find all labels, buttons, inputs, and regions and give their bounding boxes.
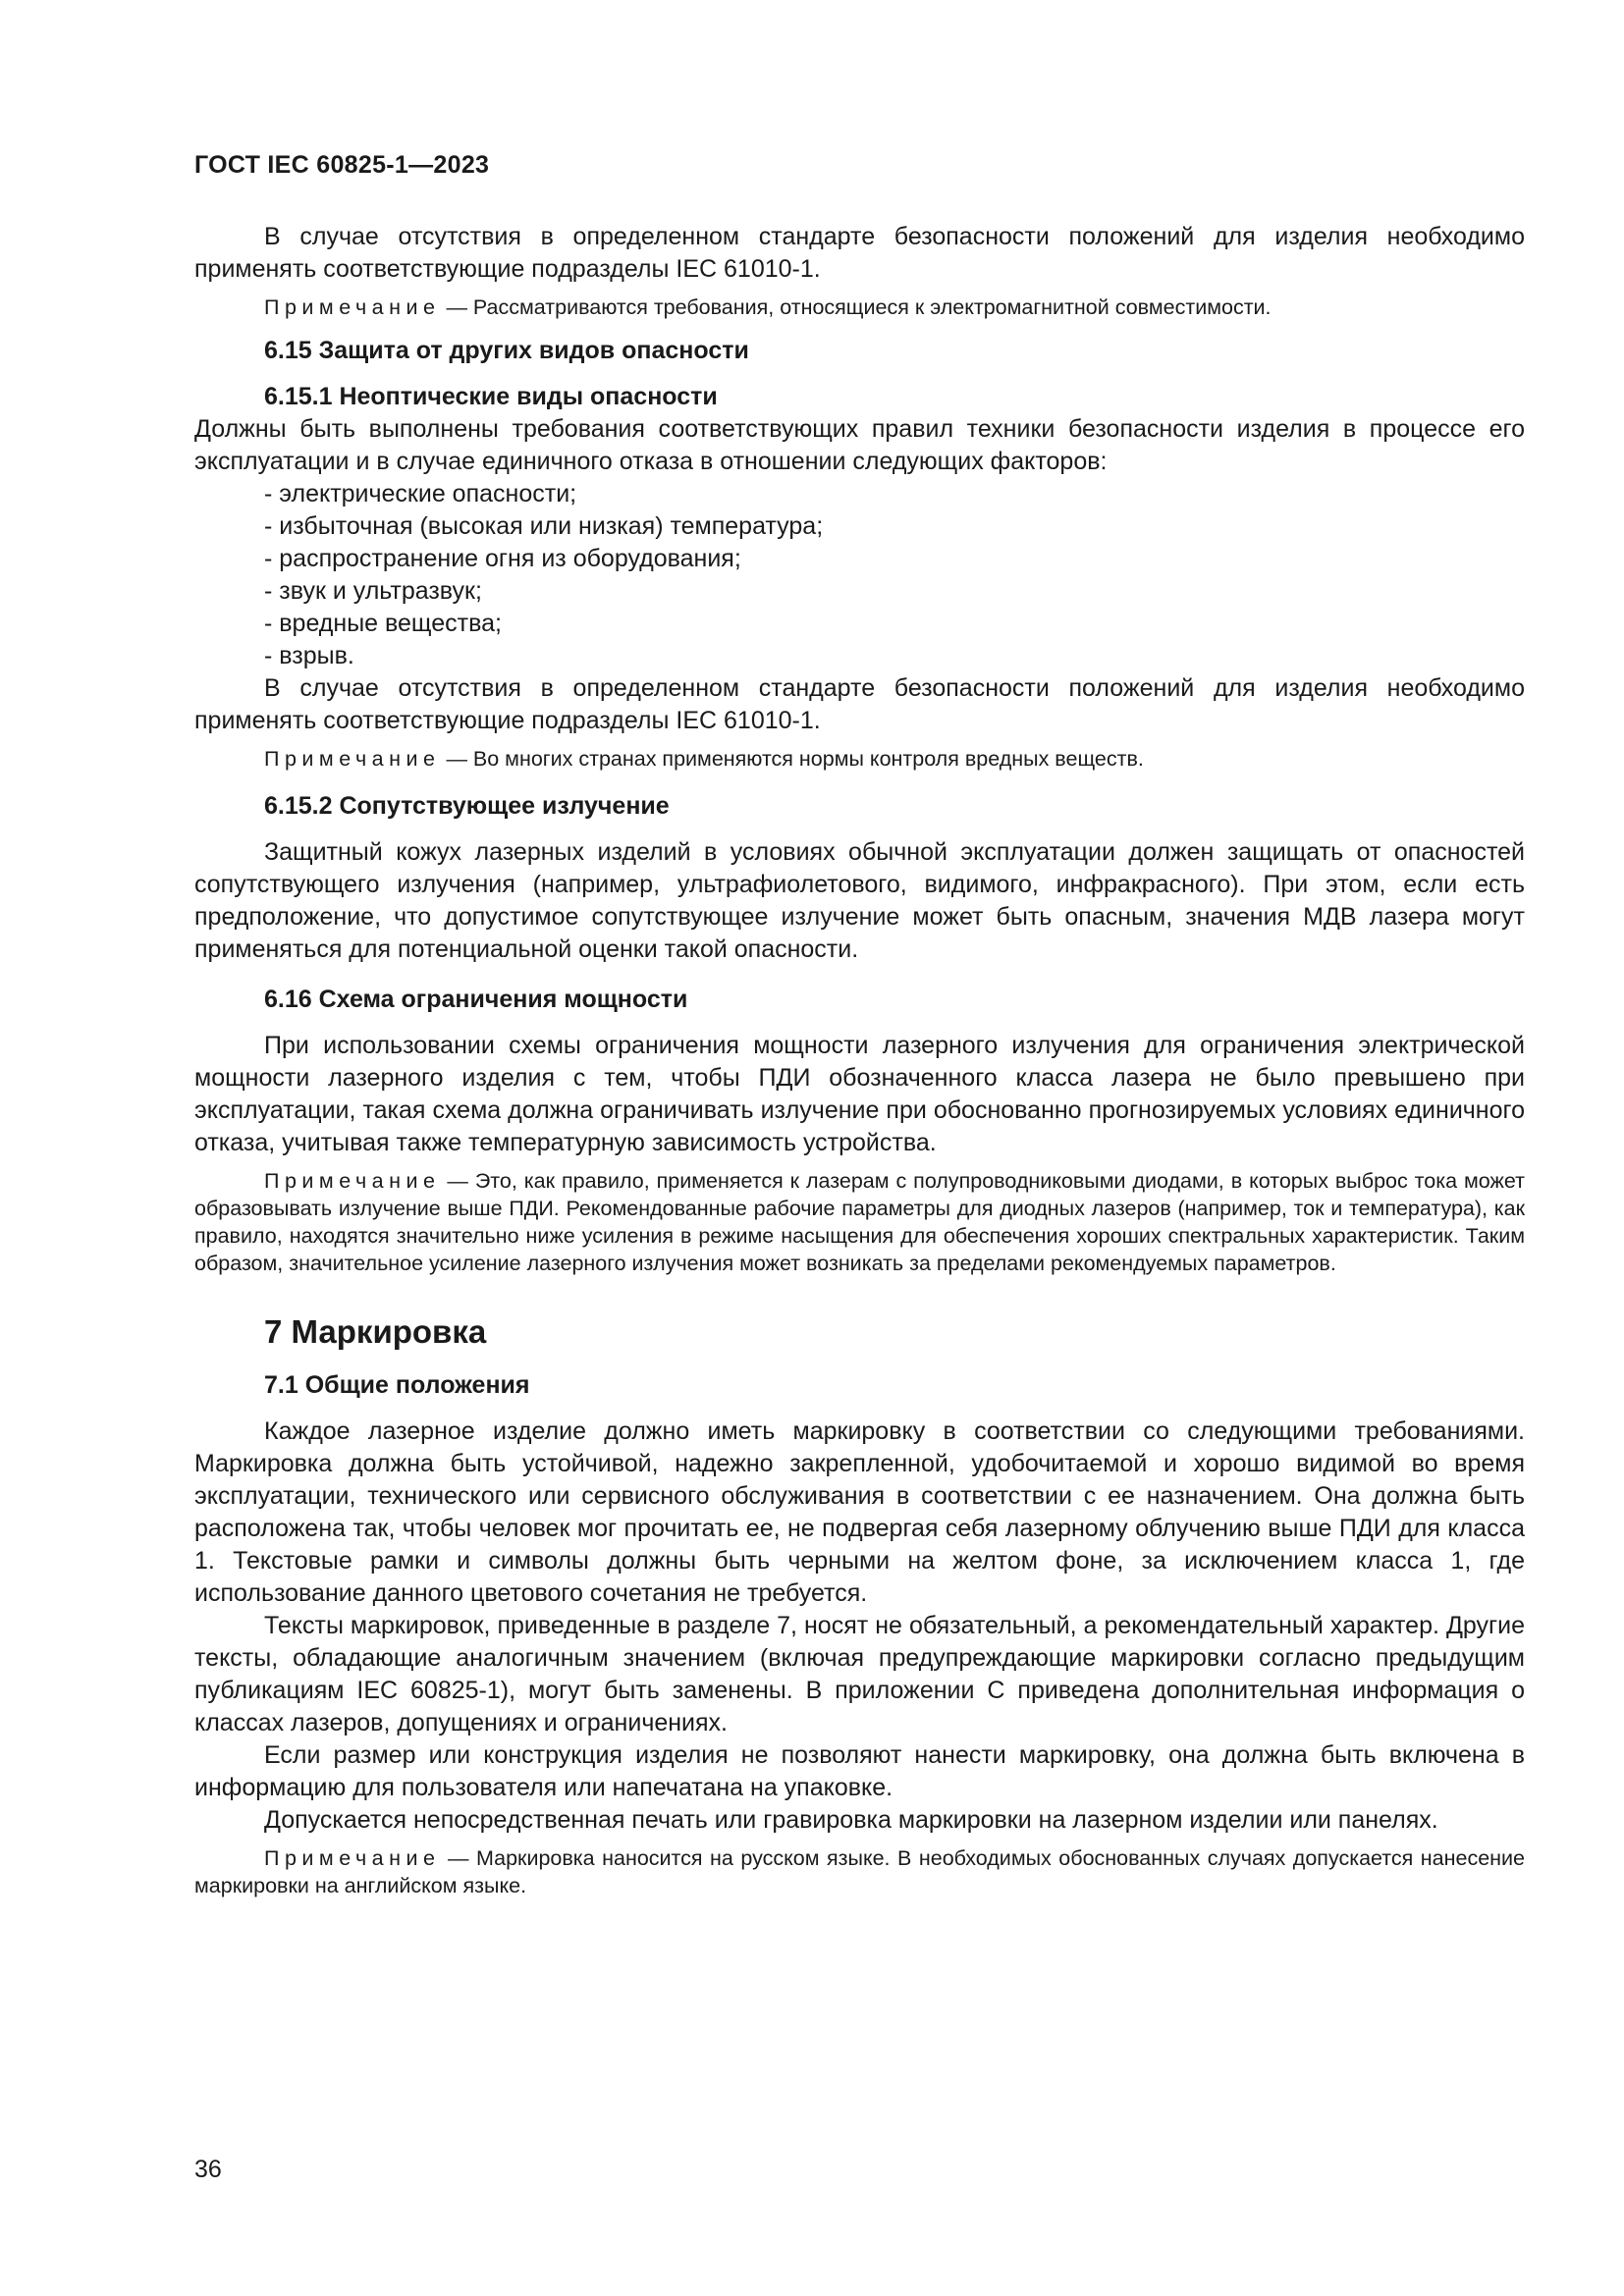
note-text: — Во многих странах применяются нормы контроля вредных веществ. xyxy=(446,747,1144,771)
document-header: ГОСТ IEC 60825-1—2023 xyxy=(194,151,490,179)
note-label: Примечание xyxy=(264,295,441,319)
section-heading-6-15: 6.15 Защита от других видов опасности xyxy=(264,337,749,364)
paragraph: Должны быть выполнены требования соответствующих правил техники безопасности изделия в процессе его эксплуатации и в случае единичного отказа в отношении следующих факторов: xyxy=(194,415,1525,475)
paragraph: При использовании схемы ограничения мощности лазерного излучения для ограничения электрической мощности лазерного изделия с тем, чтобы ПДИ обозначенного класса лазера не было превышено при эксплуатации, такая схема должна ограничивать излучение при обоснованно прогнозируемых условиях единичного отказа, учитывая также температурную зависимость устройства. xyxy=(194,1032,1525,1156)
paragraph: В случае отсутствия в определенном стандарте безопасности положений для изделия необходимо применять соответствующие подразделы IEC 61010-1. xyxy=(194,223,1525,283)
paragraph: Каждое лазерное изделие должно иметь маркировку в соответствии со следующими требованиями. Маркировка должна быть устойчивой, надежно закрепленной, удобочитаемой и хорошо видимой во время эксплуатации, технического или сервисного обслуживания в соответствии с ее назначением. Она должна быть расположена так, чтобы человек мог прочитать ее, не подвергая себя лазерному облучению выше ПДИ для класса 1. Текстовые рамки и символы должны быть черными на желтом фоне, за исключением класса 1, где использование данного цветового сочетания не требуется. xyxy=(194,1417,1525,1607)
page-number: 36 xyxy=(194,2156,222,2183)
note xyxy=(194,1167,1525,1277)
note xyxy=(194,745,1525,773)
note-text: — Это, как правило, применяется к лазерам с полупроводниковыми диодами, в которых выброс тока может образовывать излучение выше ПДИ. Рекомендованные рабочие параметры для диодных лазеров (например, ток и температура), как правило, находятся значительно ниже усиления в режиме насыщения для обеспечения хороших спектральных характеристик. Таким образом, значительное усиление лазерного излучения может возникать за пределами рекомендуемых параметров. xyxy=(194,1169,1525,1275)
note-text: — Рассматриваются требования, относящиеся к электромагнитной совместимости. xyxy=(446,295,1272,319)
list-item: - распространение огня из оборудования; xyxy=(264,545,741,572)
list-item: - избыточная (высокая или низкая) температура; xyxy=(264,512,824,540)
note xyxy=(194,1844,1525,1899)
document-body xyxy=(194,221,1525,1899)
note-text: — Маркировка наносится на русском языке. В необходимых обоснованных случаях допускается нанесение маркировки на английском языке. xyxy=(194,1846,1525,1897)
section-heading-7-1: 7.1 Общие положения xyxy=(264,1371,530,1399)
section-heading-6-15-2: 6.15.2 Сопутствующее излучение xyxy=(264,792,670,820)
paragraph: Тексты маркировок, приведенные в разделе 7, носят не обязательный, а рекомендательный характер. Другие тексты, обладающие аналогичным значением (включая предупреждающие маркировки согласно предыдущим публикациям IEC 60825-1), могут быть заменены. В приложении С приведена дополнительная информация о классах лазеров, допущениях и ограничениях. xyxy=(194,1612,1525,1736)
section-heading-6-15-1: 6.15.1 Неоптические виды опасности xyxy=(264,383,718,410)
note-label: Примечание xyxy=(264,1169,441,1193)
note-label: Примечание xyxy=(264,747,441,771)
note xyxy=(194,294,1525,321)
list-item: - взрыв. xyxy=(264,642,354,669)
note-label: Примечание xyxy=(264,1846,441,1870)
paragraph: В случае отсутствия в определенном стандарте безопасности положений для изделия необходимо применять соответствующие подразделы IEC 61010-1. xyxy=(194,674,1525,734)
section-heading-7: 7 Маркировка xyxy=(264,1313,487,1350)
list-item: - звук и ультразвук; xyxy=(264,577,482,605)
list-item: - электрические опасности; xyxy=(264,480,577,507)
hazard-list xyxy=(194,478,1525,672)
paragraph: Допускается непосредственная печать или гравировка маркировки на лазерном изделии или панелях. xyxy=(264,1806,1438,1834)
paragraph: Если размер или конструкция изделия не позволяют нанести маркировку, она должна быть включена в информацию для пользователя или напечатана на упаковке. xyxy=(194,1741,1525,1801)
list-item: - вредные вещества; xyxy=(264,610,502,637)
paragraph: Защитный кожух лазерных изделий в условиях обычной эксплуатации должен защищать от опасностей сопутствующего излучения (например, ультрафиолетового, видимого, инфракрасного). При этом, если есть предположение, что допустимое сопутствующее излучение может быть опасным, значения МДВ лазера могут применяться для потенциальной оценки такой опасности. xyxy=(194,838,1525,963)
section-heading-6-16: 6.16 Схема ограничения мощности xyxy=(264,986,688,1013)
